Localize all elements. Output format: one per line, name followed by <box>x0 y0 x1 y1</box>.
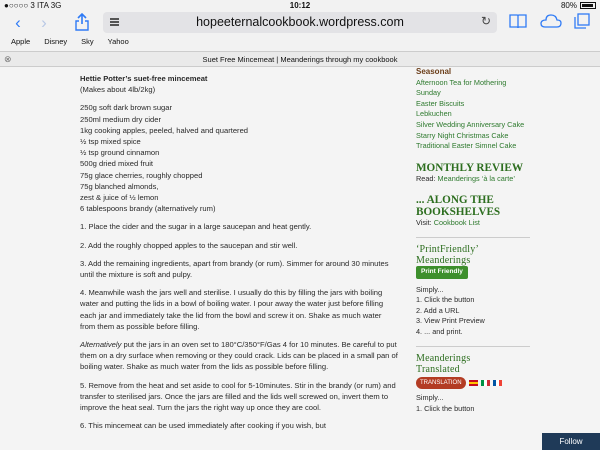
tabs-icon[interactable] <box>572 13 592 33</box>
read-label: Read: <box>416 173 438 183</box>
divider <box>416 346 530 347</box>
web-page <box>0 67 600 450</box>
ingredient-item: 1kg cooking apples, peeled, halved and quartered <box>80 125 249 135</box>
tab-title[interactable]: Suet Free Mincemeat | Meanderings through my cookbook <box>202 55 398 64</box>
pf-step: 3. View Print Preview <box>416 316 485 326</box>
monthly-review-widget <box>416 162 530 185</box>
battery-indicator <box>561 1 596 10</box>
ingredient-item: 250ml medium dry cider <box>80 114 162 124</box>
battery-percent: 80% <box>560 1 577 10</box>
icloud-icon[interactable] <box>540 13 560 33</box>
bookmark-item[interactable]: Yahoo <box>107 37 129 46</box>
address-bar[interactable] <box>103 12 497 33</box>
method-step-2: 2. Add the roughly chopped apples to the saucepan and stir well. <box>80 240 298 250</box>
follow-button[interactable]: Follow <box>542 433 600 450</box>
bookshelves-widget <box>416 194 530 229</box>
ingredient-item: ½ tsp mixed spice <box>80 137 141 147</box>
method-step-3: 3. Add the remaining ingredients, apart from brandy (or rum). Simmer for around 30 minutes until the mixture is soft and pulpy. <box>80 258 389 280</box>
method-step-4: 4. Meanwhile wash the jars well and sterilise. I usually do this by filling the jars with boiling water and putting the lids in a bowl of boiling water. I pour away the water just before filling each jar and immediately take the lid from the bowl and screw it on. Shake as much water from them as possible before filling. <box>80 288 384 331</box>
ingredient-list <box>80 102 398 214</box>
pf-step: 2. Add a URL <box>416 305 460 315</box>
spain-flag-icon[interactable] <box>469 380 478 386</box>
tr-step: 1. Click the button <box>416 403 475 413</box>
recipe-title: Hettie Potter’s suet-free mincemeat <box>80 74 208 83</box>
ingredient-item: 75g glace cherries, roughly chopped <box>80 170 203 180</box>
seasonal-link[interactable]: Silver Wedding Anniversary Cake <box>416 119 525 129</box>
sidebar <box>416 67 530 422</box>
url-text[interactable]: hopeeternalcookbook.wordpress.com <box>196 15 404 29</box>
back-icon[interactable]: ‹ <box>15 13 21 32</box>
print-friendly-title-2: Meanderings <box>416 254 471 266</box>
pf-step: 1. Click the button <box>416 295 475 305</box>
alternative-text: put the jars in an oven set to 180°C/350°F/Gas 4 for 10 minutes. Be careful to put them on a dry surface when removing or they could crack. Lids can be placed in a small pan of boiling water. Shake as much water from the lids as possible before filling. <box>80 340 398 372</box>
method-alternative <box>80 339 398 373</box>
tab-bar <box>0 51 600 67</box>
visit-link[interactable]: Cookbook List <box>433 218 480 228</box>
method-step-5: 5. Remove from the heat and set aside to cool for 5-10minutes. Stir in the brandy (or rum) and transfer to sterilised jars. Once the jars are filled and the lids well screwed on, invert them to improve the heat seal. Turn the jars the right way up once they are cool. <box>80 380 396 413</box>
bookmark-item[interactable]: Apple <box>11 37 31 46</box>
print-friendly-title-1: ‘PrintFriendly’ <box>416 243 479 255</box>
print-friendly-widget <box>416 244 530 338</box>
forward-icon[interactable]: › <box>41 13 47 32</box>
ingredient-item: 250g soft dark brown sugar <box>80 103 173 113</box>
status-bar <box>0 0 600 11</box>
print-friendly-button[interactable]: Print Friendly <box>416 266 468 279</box>
recipe-yield: (Makes about 4lb/2kg) <box>80 85 156 95</box>
monthly-review-title: MONTHLY REVIEW <box>416 161 524 174</box>
visit-label: Visit: <box>416 218 434 228</box>
translation-button[interactable]: TRANSLATION <box>416 377 466 390</box>
seasonal-link[interactable]: Traditional Easter Simnel Cake <box>416 141 517 151</box>
ingredient-item: 500g dried mixed fruit <box>80 159 154 169</box>
method-step-1: 1. Place the cider and the sugar in a large saucepan and heat gently. <box>80 222 312 232</box>
translated-title-2: Translated <box>416 363 460 375</box>
tr-step: Simply... <box>416 393 444 403</box>
seasonal-widget <box>416 67 530 152</box>
method-step-6: 6. This mincemeat can be used immediately after cooking if you wish, but <box>80 421 326 431</box>
bookmark-item[interactable]: Disney <box>44 37 68 46</box>
seasonal-link[interactable]: Lebkuchen <box>416 109 452 119</box>
bookmark-item[interactable]: Sky <box>81 37 94 46</box>
translation-row <box>416 377 530 390</box>
seasonal-link[interactable]: Afternoon Tea for Mothering Sunday <box>416 77 507 98</box>
browser-toolbar <box>0 11 600 35</box>
clock: 10:12 <box>289 1 311 10</box>
translation-widget <box>416 353 530 415</box>
seasonal-link[interactable]: Starry Night Christmas Cake <box>416 130 509 140</box>
ingredient-item: zest & juice of ½ lemon <box>80 193 159 203</box>
carrier-label: ●○○○○ 3 ITA 3G <box>4 1 62 10</box>
italy-flag-icon[interactable] <box>481 380 490 386</box>
close-tab-icon[interactable]: ⊗ <box>4 54 12 64</box>
share-icon[interactable] <box>72 13 92 33</box>
recipe-article <box>80 73 398 438</box>
france-flag-icon[interactable] <box>493 380 502 386</box>
reload-icon[interactable]: ↻ <box>480 14 491 28</box>
seasonal-link[interactable]: Easter Biscuits <box>416 98 465 108</box>
translated-title-1: Meanderings <box>416 352 471 364</box>
ingredient-item: ½ tsp ground cinnamon <box>80 148 160 158</box>
battery-icon <box>580 2 596 9</box>
ingredient-item: 6 tablespoons brandy (alternatively rum) <box>80 204 216 214</box>
pf-step: Simply... <box>416 284 444 294</box>
divider <box>416 237 530 238</box>
ingredient-item: 75g blanched almonds, <box>80 181 159 191</box>
bookmarks-bar <box>11 37 129 46</box>
bookshelves-title: ... ALONG THE BOOKSHELVES <box>416 194 501 219</box>
book-icon[interactable] <box>508 13 528 33</box>
read-link[interactable]: Meanderings ‘à la carte’ <box>437 173 515 183</box>
seasonal-heading: Seasonal <box>416 67 452 76</box>
pf-step: 4. ... and print. <box>416 326 463 336</box>
alternative-lead: Alternatively <box>80 340 122 350</box>
